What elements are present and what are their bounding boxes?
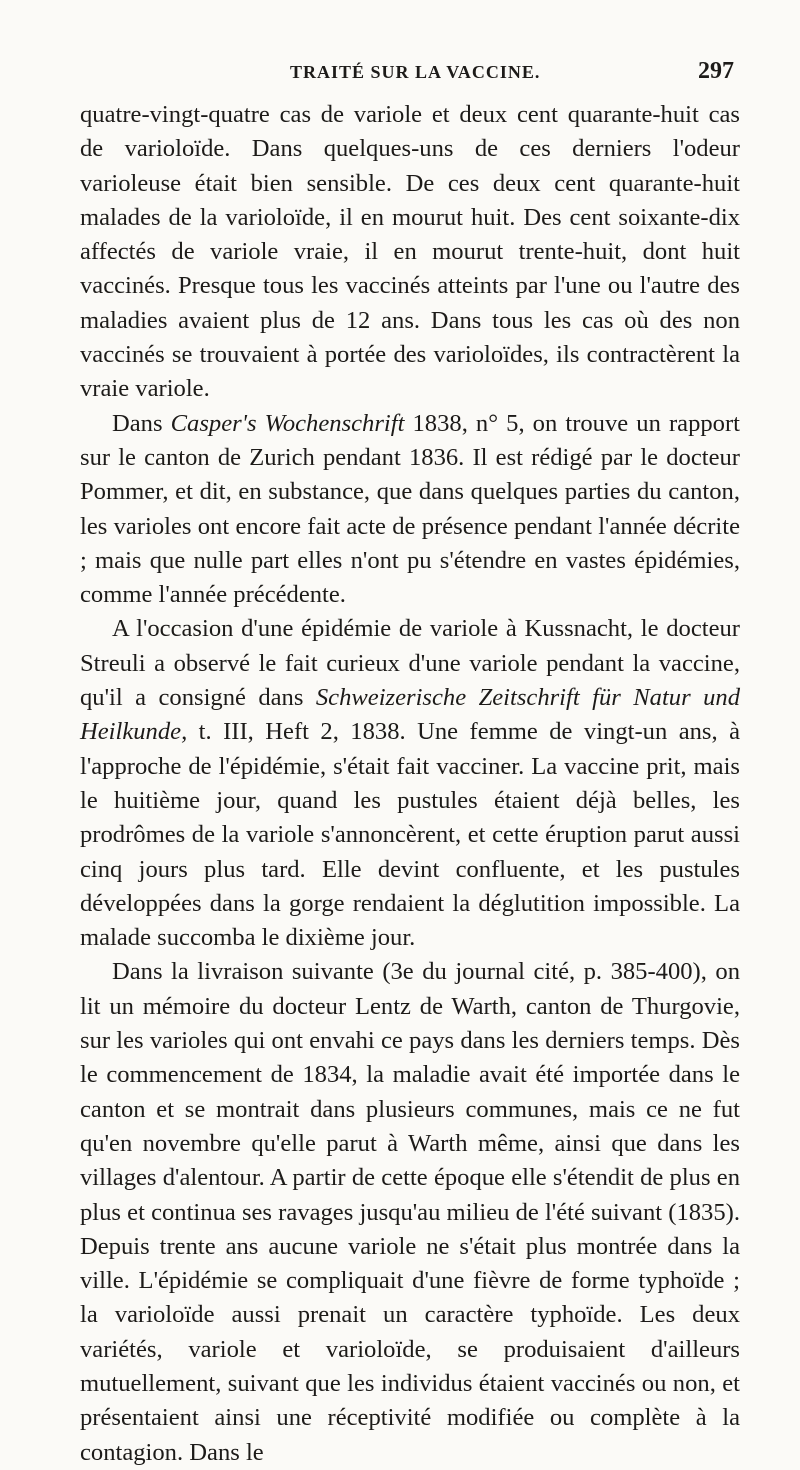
paragraph-2-rest: 1838, n° 5, on trouve un rapport sur le canton de Zurich pendant 1836. Il est rédigé par le docteur Pommer, et dit, en substance, que dans quelques parties du canton, les varioles ont encore fait acte de présence pendant l'année décrite ; mais que nulle part elles n'ont pu s'étendre en vastes épidémies, comme l'année précédente. <box>80 409 740 609</box>
paragraph-4: Dans la livraison suivante (3e du journal cité, p. 385-400), on lit un mémoire du docteur Lentz de Warth, canton de Thurgovie, sur les varioles qui ont envahi ce pays dans les derniers temps. Dès le commencement de 1834, la maladie avait été importée dans le canton et se montrait dans plusieurs communes, mais ce ne fut qu'en novembre qu'elle parut à Warth même, ainsi que dans les villages d'alentour. A partir de cette époque elle s'étendit de plus en plus et continua ses ravages jusqu'au milieu de l'été suivant (1835). Depuis trente ans aucune variole ne s'était plus montrée dans la ville. L'épidémie se compliquait d'une fièvre de forme typhoïde ; la varioloïde aussi prenait un caractère typhoïde. Les deux variétés, variole et varioloïde, se produisaient d'ailleurs mutuellement, suivant que les individus étaient vaccinés ou non, et présentaient ainsi une réceptivité modifiée ou complète à la contagion. Dans le <box>80 958 740 1466</box>
body-text <box>80 98 740 1470</box>
paragraph-2-lead: Dans <box>112 409 171 437</box>
journal-title-casper: Casper's Wochenschrift <box>170 409 405 437</box>
running-title: TRAITÉ SUR LA VACCINE. <box>290 62 541 82</box>
paragraph-1: quatre-vingt-quatre cas de variole et deux cent quarante-huit cas de varioloïde. Dans quelques-uns de ces derniers l'odeur varioleuse était bien sensible. De ces deux cent quarante-huit malades de la varioloïde, il en mourut huit. Des cent soixante-dix affectés de variole vraie, il en mourut trente-huit, dont huit vaccinés. Presque tous les vaccinés atteints par l'une ou l'autre des maladies avaient plus de 12 ans. Dans tous les cas où des non vaccinés se trouvaient à portée des varioloïdes, ils contractèrent la vraie variole. <box>80 101 740 403</box>
paragraph-2 <box>80 407 740 613</box>
paragraph-3 <box>80 612 740 955</box>
paragraph-3-rest: t. III, Heft 2, 1838. Une femme de vingt-un ans, à l'approche de l'épidémie, s'était fait vacciner. La vaccine prit, mais le huitième jour, quand les pustules étaient déjà belles, les prodrômes de la variole s'annoncèrent, et cette éruption parut aussi cinq jours plus tard. Elle devint confluente, et les pustules développées dans la gorge rendaient la déglutition impossible. La malade succomba le dixième jour. <box>80 718 740 952</box>
page-header <box>80 58 740 98</box>
paragraph-3-lead: A l'occasion d'une épidémie de variole à Kussnacht, le docteur Streuli a observé le fait curieux d'une variole pendant la vaccine, qu'il a consigné dans <box>80 615 740 712</box>
journal-title-schweizerische: Schweizerische Zeitschrift für Natur und Heilkunde, <box>80 684 740 746</box>
page-number: 297 <box>698 58 734 84</box>
